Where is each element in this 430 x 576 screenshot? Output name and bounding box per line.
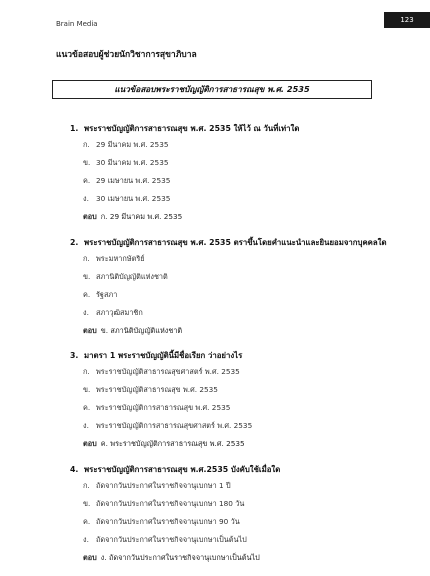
option-key: ง. [83,307,89,317]
answer-label: ตอบ [83,552,97,562]
option-key: ก. [83,253,90,263]
option-key: ก. [83,480,90,490]
option-key: ข. [83,271,91,281]
question-title [70,122,400,136]
option-d [83,190,400,208]
option-b [83,381,400,399]
answer-label: ตอบ [83,325,97,335]
option-key: ข. [83,385,91,394]
answer-text: ข. สภานิติบัญญัติแห่งชาติ [100,325,183,335]
question-text: พระราชบัญญัติการสาธารณสุข พ.ศ. 2535 ตราขึ้นโดยคำแนะนำและยินยอมจากบุคคลใด [84,237,387,247]
option-text: พระราชบัญญัติการสาธารณสุขศาสตร์ พ.ศ. 2535 [96,421,253,430]
answer-line [83,549,400,567]
option-key: ค. [83,176,91,185]
option-key: ง. [83,534,89,544]
answer-text: ง. ถัดจากวันประกาศในราชกิจจานุเบกษาเป็นต้นไป [100,552,260,562]
question-list [70,122,400,576]
question-1 [70,122,400,226]
option-a [83,136,400,154]
option-key: ข. [83,158,91,167]
option-a [83,250,400,268]
answer-label: ตอบ [83,439,97,448]
option-a [83,363,400,381]
question-number: 3. [70,351,79,360]
option-text: ถัดจากวันประกาศในราชกิจจานุเบกษา 180 วัน [96,498,245,508]
question-text: พระราชบัญญัติการสาธารณสุข พ.ศ.2535 บังคับใช้เมื่อใด [84,464,281,474]
question-title [70,236,400,250]
option-c [83,399,400,417]
question-number: 1. [70,124,79,133]
answer-text: ค. พระราชบัญญัติการสาธารณสุข พ.ศ. 2535 [100,439,245,448]
question-text: มาตรา 1 พระราชบัญญัตินี้มีชื่อเรียก ว่าอย่างไร [84,351,243,360]
page-number-badge: 123 [384,12,430,28]
option-key: ค. [83,289,91,299]
option-b [83,154,400,172]
option-key: ค. [83,516,91,526]
option-key: ค. [83,403,91,412]
option-b [83,495,400,513]
question-text: พระราชบัญญัติการสาธารณสุข พ.ศ. 2535 ให้ไว้ ณ วันที่เท่าใด [84,124,300,133]
question-number: 2. [70,237,79,247]
question-2 [70,236,400,340]
banner-title: แนวข้อสอบพระราชบัญญัติการสาธารณสุข พ.ศ. 2535 [114,84,310,94]
option-text: ถัดจากวันประกาศในราชกิจจานุเบกษา 90 วัน [96,516,240,526]
answer-line [83,322,400,340]
answer-label: ตอบ [83,212,97,221]
option-c [83,513,400,531]
option-d [83,531,400,549]
option-b [83,268,400,286]
option-text: ถัดจากวันประกาศในราชกิจจานุเบกษาเป็นต้นไป [96,534,247,544]
option-key: ก. [83,140,90,149]
answer-text: ก. 29 มีนาคม พ.ศ. 2535 [100,212,183,221]
question-title [70,349,400,363]
option-text: 29 มีนาคม พ.ศ. 2535 [96,140,169,149]
option-key: ข. [83,498,91,508]
option-text: พระราชบัญญัติสาธารณสุข พ.ศ. 2535 [96,385,218,394]
option-key: ง. [83,421,89,430]
option-key: ง. [83,194,89,203]
option-text: 30 มีนาคม พ.ศ. 2535 [96,158,169,167]
section-title: แนวข้อสอบผู้ช่วยนักวิชาการสุขาภิบาล [56,50,197,60]
question-3 [70,349,400,453]
question-title [70,463,400,477]
banner-box [52,80,372,99]
option-text: 29 เมษายน พ.ศ. 2535 [96,176,171,185]
answer-line [83,435,400,453]
option-d [83,417,400,435]
option-text: สภานิติบัญญัติแห่งชาติ [96,271,168,281]
option-c [83,286,400,304]
option-text: รัฐสภา [96,289,118,299]
publisher-name: Brain Media [56,20,98,28]
option-a [83,477,400,495]
option-text: ถัดจากวันประกาศในราชกิจจานุเบกษา 1 ปี [96,480,231,490]
answer-line [83,208,400,226]
question-4 [70,463,400,567]
option-text: พระราชบัญญัติสาธารณสุขศาสตร์ พ.ศ. 2535 [96,367,240,376]
option-text: สภาวุฒิสมาชิก [96,307,143,317]
option-d [83,304,400,322]
option-text: 30 เมษายน พ.ศ. 2535 [96,194,171,203]
option-text: พระมหากษัตริย์ [96,253,145,263]
option-c [83,172,400,190]
option-key: ก. [83,367,90,376]
option-text: พระราชบัญญัติการสาธารณสุข พ.ศ. 2535 [96,403,231,412]
question-number: 4. [70,464,79,474]
